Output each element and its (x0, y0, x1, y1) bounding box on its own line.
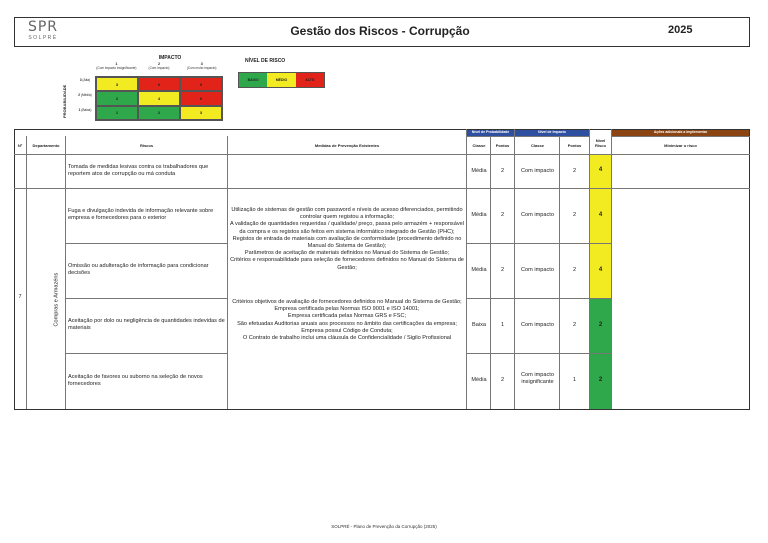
matrix-cell: 3 (180, 106, 222, 120)
prob-points: 1 (500, 322, 505, 328)
divider (612, 136, 750, 137)
matrix-cell: 1 (96, 106, 138, 120)
prob-row: 2 (Média) (78, 93, 92, 97)
prob-points: 2 (500, 212, 505, 218)
risk-text: Fuga e divulgação indevida de informação relevante sobre empresa e fornecedores para o exterior (68, 208, 214, 222)
th-num: Nº (17, 142, 23, 148)
th-classe-impacto: Classe (531, 142, 544, 148)
risk-matrix (95, 76, 223, 121)
risk-level-legend (238, 72, 325, 88)
th-minimizar: Minimizar o risco (664, 142, 697, 148)
logo-name: SOLPRÉ (28, 35, 58, 41)
prob-class: Média (471, 377, 487, 383)
impact-class: Com impacto (521, 322, 554, 328)
impact-class: Com impacto insignificante (521, 372, 554, 386)
impact-points: 2 (572, 322, 577, 328)
impact-columns (95, 62, 223, 76)
row-number: 7 (18, 294, 22, 300)
company-logo (18, 19, 68, 47)
th-departamento: Departamento (32, 142, 60, 148)
th-pontos: Pontos (495, 142, 510, 148)
impact-class: Com impacto (521, 212, 554, 218)
divider (227, 136, 228, 409)
page-footer: SOLPRÉ - Plano de Prevenção da Corrupção (2025) (331, 524, 437, 529)
matrix-cell: 9 (180, 77, 222, 91)
page-title: Gestão dos Riscos - Corrupção (290, 24, 470, 38)
risk-text: Aceitação de favores ou suborno na seleção de novos fornecedores (68, 374, 203, 388)
divider (66, 243, 227, 244)
prob-points: 2 (500, 267, 505, 273)
level-high: ALTO (296, 73, 324, 87)
matrix-cell: 6 (180, 91, 222, 105)
th-pontos-impacto: Pontos (567, 142, 582, 148)
prob-row: 3 (Alta) (79, 78, 91, 82)
impact-title: IMPACTO (158, 55, 182, 61)
logo-mark: SPR (27, 19, 59, 35)
risk-level-value: 4 (598, 212, 603, 218)
risk-level-title: NÍVEL DE RISCO (245, 58, 286, 64)
year: 2025 (668, 24, 693, 36)
prob-points: 2 (500, 168, 505, 174)
prob-class: Média (471, 168, 487, 174)
probability-title: PROBABILIDADE (62, 84, 67, 118)
risk-level-value: 4 (598, 167, 603, 173)
impact-class: Com impacto (521, 267, 554, 273)
impact-col: 1 (Com impacto insignificante) (96, 61, 137, 70)
impact-points: 1 (572, 377, 577, 383)
impact-col: 3 (Com muito impacto) (186, 61, 217, 70)
impact-class: Com impacto (521, 168, 554, 174)
th-medidas: Medidas de Prevenção Existentes (314, 142, 380, 148)
band-acoes: Ações adicionais a implementar (612, 130, 749, 136)
prevention-measures: Critérios objetivos de avaliação de fornecedores definidos no Manual do Sistema de Gestão; Empresa certificada pelas Normas ISO 9001 e ISO 14001; Empresa certificada pelas Normas GRS e FSC; São efetuadas Auditorias anuais aos processos no âmbito das certificações da empresa; Empresa possui Código de Conduta; O Contrato de trabalho inclui uma cláusula de Confidencialidade / Sigilo Profissional (232, 299, 462, 342)
risk-level-value: 4 (598, 267, 603, 273)
level-medium: MÉDIO (267, 73, 295, 87)
matrix-cell: 3 (96, 77, 138, 91)
risk-text: Aceitação por dolo ou negligência de quantidades indevidas de materiais (68, 318, 225, 332)
impact-points: 2 (572, 212, 577, 218)
matrix-cell: 2 (138, 106, 180, 120)
probability-rows (75, 76, 95, 121)
divider (611, 129, 612, 409)
prob-row: 1 (Baixa) (78, 108, 92, 112)
matrix-cell: 2 (96, 91, 138, 105)
risk-text: Omissão ou adulteração de informação para condicionar decisões (68, 263, 209, 277)
th-nivel: Nível Risco (595, 137, 606, 148)
divider (66, 298, 227, 299)
prevention-measures: Utilização de sistemas de gestão com password e níveis de acesso diferenciados, permitindo controlar quem registou a informação; A validação de quantidades requeridas / qualidade/ preço, passa pelo armazém + responsável da compra e os registos são feitos em sistema informático integrado de Gestão (PHC); Registos de entrada de materiais com avaliação de conformidade (procedimento definido no Manual do Sistema de Gestão); Parâmetros de aceitação de materiais definidos no Manual do Sistema de Gestão; Critérios e responsabilidade para seleção de fornecedores definidos no Manual do Sistema de Gestão; (229, 207, 464, 271)
th-classe: Classe (472, 142, 486, 148)
divider (467, 136, 589, 137)
matrix-cell: 4 (138, 91, 180, 105)
impact-points: 2 (572, 267, 577, 273)
prob-class: Média (471, 267, 487, 273)
prob-class: Baixa (472, 322, 486, 328)
divider (26, 136, 27, 409)
impact-col: 2 (Com impacto) (148, 61, 170, 70)
level-low: BAIXO (239, 73, 267, 87)
divider (14, 188, 750, 189)
department: Compras e Armazéns (53, 272, 60, 327)
impact-points: 2 (572, 168, 577, 174)
band-impacto: Nível de Impacto (515, 130, 589, 136)
prob-points: 2 (500, 377, 505, 383)
risk-text: Tomada de medidas lesivas contra os trabalhadores que reportem atos de corrupção ou má conduta (68, 164, 209, 178)
risk-level-value: 2 (598, 377, 603, 383)
prob-class: Média (471, 212, 487, 218)
divider (14, 154, 750, 155)
divider (65, 136, 66, 409)
risk-level-value: 2 (598, 322, 603, 328)
matrix-cell: 6 (138, 77, 180, 91)
divider (66, 353, 227, 354)
th-riscos: Riscos (139, 142, 154, 148)
band-probabilidade: Nível de Probabilidade (467, 130, 514, 136)
